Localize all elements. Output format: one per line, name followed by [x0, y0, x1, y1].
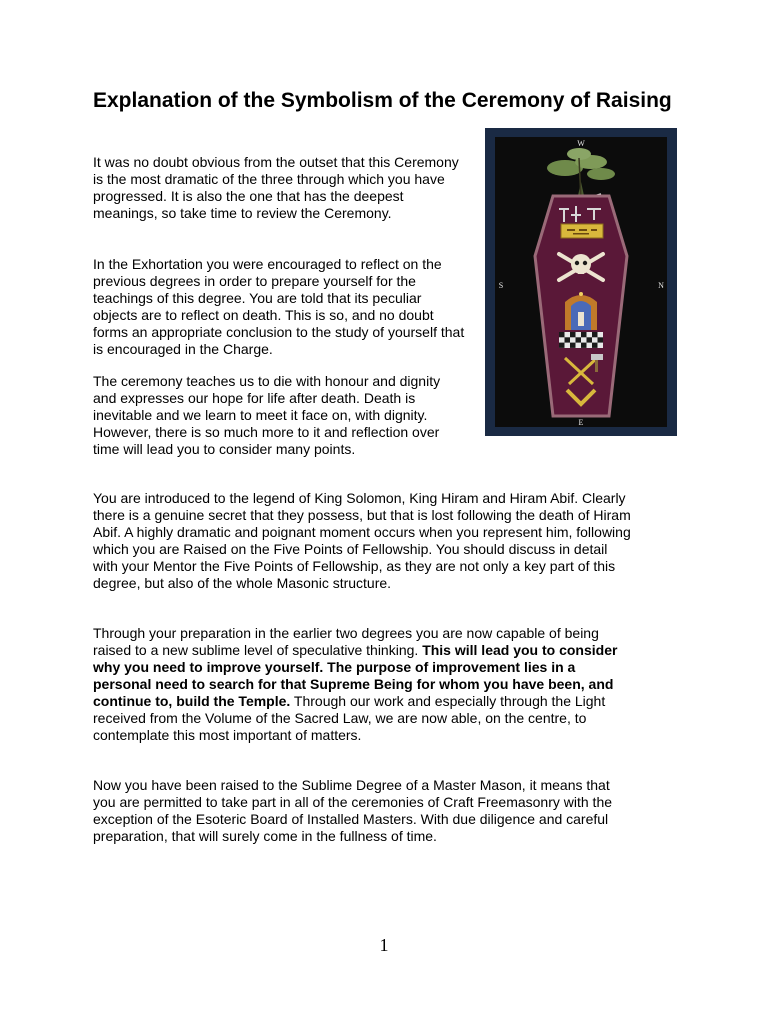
- tracing-board-image: [485, 128, 677, 436]
- page-number: 1: [379, 935, 389, 955]
- paragraph-preparation-tail: Through our work and especially through the Light received from the Volume of the Sacred Law, we are now able, on the centre, to contemplate this most important of matters.: [93, 693, 606, 743]
- paragraph-ceremony-intro: It was no doubt obvious from the outset that this Ceremony is the most dramatic of the three through which you have progressed. It is also the one that has the deepest meanings, so take time to review the Ceremony.: [93, 154, 459, 221]
- paragraph-preparation-emphasis: This will lead you to consider why you need to improve yourself. The purpose of improvement lies in a personal need to search for that Supreme Being for whom you have been, and continue to, build the Temple.: [93, 642, 618, 709]
- compass-south-label: S: [498, 281, 504, 290]
- paragraph-exhortation: In the Exhortation you were encouraged to reflect on the previous degrees in order to prepare yourself for the teachings of this degree. You are told that its peculiar objects are to reflect on death. This is so, and no doubt forms an appropriate conclusion to the study of yourself that is encouraged in the Charge.: [93, 256, 465, 357]
- paragraph-master-mason: Now you have been raised to the Sublime Degree of a Master Mason, it means that you are permitted to take part in all of the ceremonies of Craft Freemasonry with the exception of the Esoteric Board of Installed Masters. With due diligence and careful preparation, that will surely come in the fullness of time.: [93, 777, 613, 844]
- compass-west-label: W: [577, 139, 585, 148]
- paragraph-legend: You are introduced to the legend of King Solomon, King Hiram and Hiram Abif. Clearly there is a genuine secret that they possess, but that is lost following the death of Hiram Abif. A highly dramatic and poignant moment occurs when you represent him, following which you are Raised on the Five Points of Fellowship. You should discuss in detail with your Mentor the Five Points of Fellowship, as they are not only a key part of this degree, but also of the whole Masonic structure.: [93, 490, 631, 591]
- paragraph-preparation-lead: Through your preparation in the earlier two degrees you are now capable of being raised to a new sublime level of speculative thinking.: [93, 625, 599, 658]
- compass-north-label: N: [658, 281, 664, 290]
- paragraph-death-dignity: The ceremony teaches us to die with honour and dignity and expresses our hope for life after death. Death is inevitable and we learn to meet it face on, with dignity. However, there is so much more to it and reflection over time will lead you to consider many points.: [93, 373, 441, 457]
- page-title: Explanation of the Symbolism of the Ceremony of Raising: [93, 89, 672, 112]
- paragraph-preparation: [93, 625, 633, 744]
- compass-east-label: E: [578, 418, 584, 427]
- chequered-pavement-icon: [559, 332, 603, 348]
